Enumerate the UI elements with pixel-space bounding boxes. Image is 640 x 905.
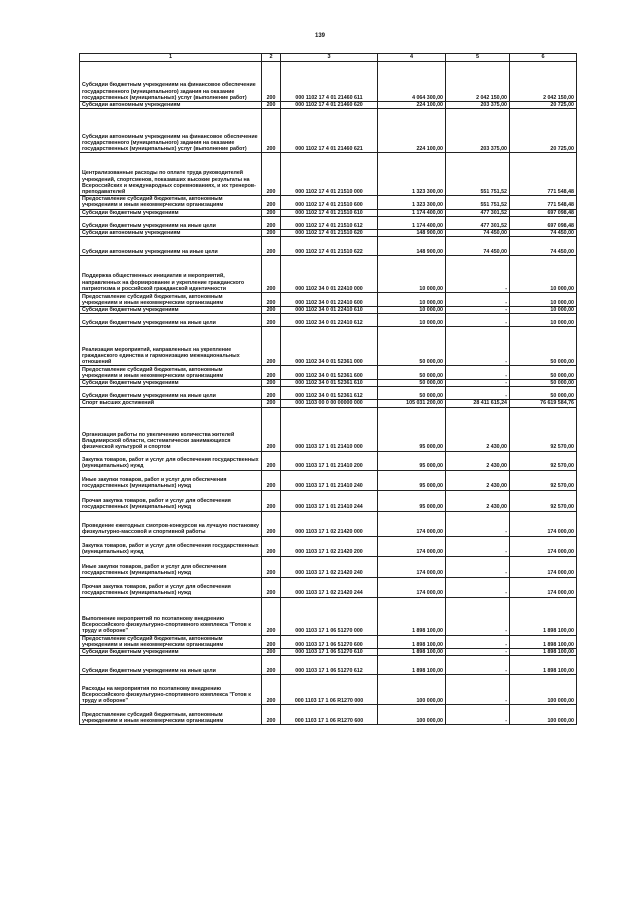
table-row <box>80 209 577 216</box>
row-budget-code: 000 1102 34 0 01 22410 612 <box>281 314 378 327</box>
row-unexecuted-amount: 174 000,00 <box>510 577 577 597</box>
table-row <box>80 256 577 293</box>
row-executed-amount: 2 430,00 <box>446 470 510 490</box>
row-executed-amount: 74 450,00 <box>446 229 510 236</box>
table-row <box>80 635 577 648</box>
row-executed-amount: 203 375,00 <box>446 102 510 109</box>
row-budget-code: 000 1102 34 0 01 22410 610 <box>281 307 378 314</box>
row-unexecuted-amount: 10 000,00 <box>510 307 577 314</box>
row-approved-amount: 1 898 100,00 <box>378 635 446 648</box>
row-budget-code: 000 1103 17 1 01 21410 244 <box>281 490 378 511</box>
row-description: Организация работы по увеличению количества жителей Владимирской области, систематически занимающихся физической культурой и спортом <box>80 407 262 451</box>
row-line-code: 200 <box>262 256 281 293</box>
row-budget-code: 000 1102 17 4 01 21510 622 <box>281 237 378 256</box>
row-line-code: 200 <box>262 102 281 109</box>
row-approved-amount: 1 323 300,00 <box>378 153 446 196</box>
row-approved-amount: 50 000,00 <box>378 387 446 400</box>
row-description: Иные закупки товаров, работ и услуг для обеспечения государственных (муниципальных) нужд <box>80 556 262 577</box>
row-line-code: 200 <box>262 314 281 327</box>
row-approved-amount: 95 000,00 <box>378 451 446 470</box>
row-description: Субсидии автономным учреждениям <box>80 229 262 236</box>
row-line-code: 200 <box>262 196 281 209</box>
row-approved-amount: 50 000,00 <box>378 380 446 387</box>
row-executed-amount: 551 751,52 <box>446 153 510 196</box>
column-header: 5 <box>446 54 510 62</box>
table-row <box>80 400 577 407</box>
row-unexecuted-amount: 92 570,00 <box>510 490 577 511</box>
row-unexecuted-amount: 10 000,00 <box>510 256 577 293</box>
table-row <box>80 229 577 236</box>
row-unexecuted-amount: 174 000,00 <box>510 556 577 577</box>
row-budget-code: 000 1102 17 4 01 21510 612 <box>281 216 378 229</box>
row-budget-code: 000 1103 17 1 06 R1270 000 <box>281 675 378 705</box>
row-unexecuted-amount: 100 000,00 <box>510 705 577 725</box>
row-description: Субсидии бюджетным учреждениям на иные цели <box>80 387 262 400</box>
row-line-code: 200 <box>262 307 281 314</box>
row-unexecuted-amount: 10 000,00 <box>510 314 577 327</box>
row-budget-code: 000 1102 17 4 01 21510 620 <box>281 229 378 236</box>
row-unexecuted-amount: 92 570,00 <box>510 470 577 490</box>
row-line-code: 200 <box>262 109 281 153</box>
row-line-code: 200 <box>262 470 281 490</box>
row-executed-amount: - <box>446 380 510 387</box>
row-budget-code: 000 1103 00 0 00 00000 000 <box>281 400 378 407</box>
column-header: 4 <box>378 54 446 62</box>
row-description: Субсидии бюджетным учреждениям на иные цели <box>80 314 262 327</box>
row-approved-amount: 10 000,00 <box>378 314 446 327</box>
row-line-code: 200 <box>262 577 281 597</box>
row-budget-code: 000 1102 34 0 01 52361 612 <box>281 387 378 400</box>
header-row <box>80 54 577 62</box>
row-unexecuted-amount: 1 898 100,00 <box>510 635 577 648</box>
row-budget-code: 000 1102 17 4 01 21510 000 <box>281 153 378 196</box>
row-executed-amount: 74 450,00 <box>446 237 510 256</box>
row-approved-amount: 174 000,00 <box>378 511 446 536</box>
row-description: Субсидии бюджетным учреждениям на финансовое обеспечение государственного (муниципального) задания на оказание государственных (муниципальных) услуг (выполнение работ) <box>80 62 262 102</box>
row-approved-amount: 174 000,00 <box>378 577 446 597</box>
row-line-code: 200 <box>262 675 281 705</box>
row-description: Централизованные расходы по оплате труда руководителей учреждений, спортсменов, показавших высокие результаты на Всероссийских и международных соревнованиях, и их тренеров-преподавателей <box>80 153 262 196</box>
row-executed-amount: - <box>446 293 510 307</box>
row-unexecuted-amount: 771 548,48 <box>510 153 577 196</box>
row-description: Прочая закупка товаров, работ и услуг для обеспечения государственных (муниципальных) нужд <box>80 577 262 597</box>
row-line-code: 200 <box>262 536 281 556</box>
row-approved-amount: 1 898 100,00 <box>378 597 446 635</box>
row-budget-code: 000 1103 17 1 06 51270 600 <box>281 635 378 648</box>
row-budget-code: 000 1103 17 1 01 21410 200 <box>281 451 378 470</box>
row-approved-amount: 95 000,00 <box>378 490 446 511</box>
row-budget-code: 000 1103 17 1 06 51270 610 <box>281 649 378 656</box>
row-unexecuted-amount: 76 619 584,76 <box>510 400 577 407</box>
row-unexecuted-amount: 697 098,48 <box>510 216 577 229</box>
table-row <box>80 451 577 470</box>
row-executed-amount: - <box>446 256 510 293</box>
row-line-code: 200 <box>262 209 281 216</box>
row-budget-code: 000 1102 17 4 01 21510 610 <box>281 209 378 216</box>
column-header: 1 <box>80 54 262 62</box>
table-row <box>80 511 577 536</box>
row-executed-amount: - <box>446 656 510 675</box>
row-description: Субсидии автономным учреждениям <box>80 102 262 109</box>
row-executed-amount: 477 301,52 <box>446 209 510 216</box>
row-approved-amount: 10 000,00 <box>378 307 446 314</box>
page-number: 139 <box>314 33 325 39</box>
row-description: Субсидии бюджетным учреждениям на иные цели <box>80 656 262 675</box>
row-executed-amount: - <box>446 536 510 556</box>
row-approved-amount: 148 900,00 <box>378 237 446 256</box>
row-executed-amount: - <box>446 307 510 314</box>
row-description: Предоставление субсидий бюджетным, автономным учреждениям и иным некоммерческим организациям <box>80 293 262 307</box>
column-header: 3 <box>281 54 378 62</box>
row-line-code: 200 <box>262 327 281 366</box>
row-executed-amount: - <box>446 511 510 536</box>
row-executed-amount: - <box>446 556 510 577</box>
row-description: Закупка товаров, работ и услуг для обеспечения государственных (муниципальных) нужд <box>80 536 262 556</box>
row-approved-amount: 95 000,00 <box>378 470 446 490</box>
row-budget-code: 000 1102 34 0 01 52361 000 <box>281 327 378 366</box>
row-line-code: 200 <box>262 216 281 229</box>
row-description: Субсидии автономным учреждениям на иные цели <box>80 237 262 256</box>
table-row <box>80 380 577 387</box>
row-line-code: 200 <box>262 366 281 380</box>
row-approved-amount: 1 174 400,00 <box>378 216 446 229</box>
row-unexecuted-amount: 1 898 100,00 <box>510 597 577 635</box>
row-approved-amount: 1 174 400,00 <box>378 209 446 216</box>
row-line-code: 200 <box>262 451 281 470</box>
row-budget-code: 000 1102 17 4 01 21460 611 <box>281 62 378 102</box>
row-executed-amount: - <box>446 635 510 648</box>
row-line-code: 200 <box>262 597 281 635</box>
table-row <box>80 62 577 102</box>
row-unexecuted-amount: 100 000,00 <box>510 675 577 705</box>
row-description: Иные закупки товаров, работ и услуг для обеспечения государственных (муниципальных) нужд <box>80 470 262 490</box>
row-approved-amount: 100 000,00 <box>378 705 446 725</box>
table-row <box>80 649 577 656</box>
row-description: Спорт высших достижений <box>80 400 262 407</box>
row-description: Субсидии бюджетным учреждениям на иные цели <box>80 216 262 229</box>
row-unexecuted-amount: 697 098,48 <box>510 209 577 216</box>
row-approved-amount: 174 000,00 <box>378 556 446 577</box>
row-approved-amount: 10 000,00 <box>378 293 446 307</box>
row-budget-code: 000 1102 34 0 01 22410 600 <box>281 293 378 307</box>
row-line-code: 200 <box>262 511 281 536</box>
row-approved-amount: 1 898 100,00 <box>378 649 446 656</box>
table-row <box>80 327 577 366</box>
row-line-code: 200 <box>262 556 281 577</box>
row-executed-amount: - <box>446 387 510 400</box>
row-executed-amount: 2 430,00 <box>446 490 510 511</box>
row-budget-code: 000 1102 17 4 01 21510 600 <box>281 196 378 209</box>
row-executed-amount: - <box>446 327 510 366</box>
table-row <box>80 536 577 556</box>
row-unexecuted-amount: 50 000,00 <box>510 366 577 380</box>
row-line-code: 200 <box>262 153 281 196</box>
table-row <box>80 556 577 577</box>
row-description: Закупка товаров, работ и услуг для обеспечения государственных (муниципальных) нужд <box>80 451 262 470</box>
row-executed-amount: 28 411 615,24 <box>446 400 510 407</box>
row-line-code: 200 <box>262 407 281 451</box>
row-description: Предоставление субсидий бюджетным, автономным учреждениям и иным некоммерческим организациям <box>80 705 262 725</box>
table-row <box>80 387 577 400</box>
row-approved-amount: 50 000,00 <box>378 327 446 366</box>
row-unexecuted-amount: 20 725,00 <box>510 109 577 153</box>
row-executed-amount: - <box>446 705 510 725</box>
row-budget-code: 000 1103 17 1 02 21420 244 <box>281 577 378 597</box>
row-approved-amount: 1 323 300,00 <box>378 196 446 209</box>
row-description: Выполнение мероприятий по поэтапному внедрению Всероссийского физкультурно-спортивного комплекса "Готов к труду и обороне" <box>80 597 262 635</box>
row-approved-amount: 224 100,00 <box>378 102 446 109</box>
table-row <box>80 470 577 490</box>
row-line-code: 200 <box>262 380 281 387</box>
row-executed-amount: 203 375,00 <box>446 109 510 153</box>
row-unexecuted-amount: 20 725,00 <box>510 102 577 109</box>
row-unexecuted-amount: 2 042 150,00 <box>510 62 577 102</box>
table-row <box>80 307 577 314</box>
row-approved-amount: 105 031 200,00 <box>378 400 446 407</box>
row-description: Субсидии бюджетным учреждениям <box>80 209 262 216</box>
row-line-code: 200 <box>262 656 281 675</box>
row-approved-amount: 148 900,00 <box>378 229 446 236</box>
row-line-code: 200 <box>262 62 281 102</box>
row-description: Реализация мероприятий, направленных на укрепление гражданского единства и гармонизацию межнациональных отношений <box>80 327 262 366</box>
column-header: 2 <box>262 54 281 62</box>
row-executed-amount: - <box>446 649 510 656</box>
row-budget-code: 000 1102 34 0 01 52361 610 <box>281 380 378 387</box>
row-description: Прочая закупка товаров, работ и услуг для обеспечения государственных (муниципальных) нужд <box>80 490 262 511</box>
row-approved-amount: 10 000,00 <box>378 256 446 293</box>
table-row <box>80 237 577 256</box>
row-description: Расходы на мероприятия по поэтапному внедрению Всероссийского физкультурно-спортивного комплекса "Готов к труду и обороне" <box>80 675 262 705</box>
row-budget-code: 000 1103 17 1 02 21420 000 <box>281 511 378 536</box>
row-executed-amount: 551 751,52 <box>446 196 510 209</box>
table-row <box>80 705 577 725</box>
row-approved-amount: 1 898 100,00 <box>378 656 446 675</box>
table-row <box>80 597 577 635</box>
row-approved-amount: 224 100,00 <box>378 109 446 153</box>
row-approved-amount: 4 064 300,00 <box>378 62 446 102</box>
table-body <box>80 62 577 725</box>
row-description: Проведение ежегодных смотров-конкурсов на лучшую постановку физкультурно-массовой и спортивной работы <box>80 511 262 536</box>
row-budget-code: 000 1103 17 1 01 21410 000 <box>281 407 378 451</box>
row-description: Субсидии бюджетным учреждениям <box>80 649 262 656</box>
row-description: Субсидии бюджетным учреждениям <box>80 380 262 387</box>
row-approved-amount: 50 000,00 <box>378 366 446 380</box>
row-line-code: 200 <box>262 490 281 511</box>
row-executed-amount: 2 430,00 <box>446 451 510 470</box>
row-approved-amount: 95 000,00 <box>378 407 446 451</box>
row-description: Предоставление субсидий бюджетным, автономным учреждениям и иным некоммерческим организациям <box>80 196 262 209</box>
row-executed-amount: - <box>446 675 510 705</box>
table-row <box>80 293 577 307</box>
row-description: Предоставление субсидий бюджетным, автономным учреждениям и иным некоммерческим организациям <box>80 635 262 648</box>
table-row <box>80 314 577 327</box>
table-row <box>80 407 577 451</box>
row-approved-amount: 100 000,00 <box>378 675 446 705</box>
table-row <box>80 656 577 675</box>
row-budget-code: 000 1103 17 1 02 21420 200 <box>281 536 378 556</box>
row-executed-amount: 2 430,00 <box>446 407 510 451</box>
row-line-code: 200 <box>262 387 281 400</box>
row-line-code: 200 <box>262 649 281 656</box>
row-budget-code: 000 1102 17 4 01 21460 621 <box>281 109 378 153</box>
row-unexecuted-amount: 1 898 100,00 <box>510 649 577 656</box>
row-executed-amount: - <box>446 366 510 380</box>
row-unexecuted-amount: 174 000,00 <box>510 511 577 536</box>
row-unexecuted-amount: 50 000,00 <box>510 387 577 400</box>
row-executed-amount: - <box>446 597 510 635</box>
row-executed-amount: - <box>446 577 510 597</box>
row-budget-code: 000 1103 17 1 06 51270 612 <box>281 656 378 675</box>
row-unexecuted-amount: 50 000,00 <box>510 380 577 387</box>
row-line-code: 200 <box>262 705 281 725</box>
row-unexecuted-amount: 10 000,00 <box>510 293 577 307</box>
table-row <box>80 109 577 153</box>
row-executed-amount: 2 042 150,00 <box>446 62 510 102</box>
row-executed-amount: 477 301,52 <box>446 216 510 229</box>
table-row <box>80 196 577 209</box>
row-executed-amount: - <box>446 314 510 327</box>
row-budget-code: 000 1103 17 1 02 21420 240 <box>281 556 378 577</box>
row-unexecuted-amount: 174 000,00 <box>510 536 577 556</box>
row-budget-code: 000 1102 34 0 01 52361 600 <box>281 366 378 380</box>
table-row <box>80 675 577 705</box>
row-line-code: 200 <box>262 237 281 256</box>
row-unexecuted-amount: 50 000,00 <box>510 327 577 366</box>
row-line-code: 200 <box>262 400 281 407</box>
row-description: Поддержка общественных инициатив и мероприятий, направленных на формирование и укрепление гражданского патриотизма и российской гражданской идентичности <box>80 256 262 293</box>
row-line-code: 200 <box>262 635 281 648</box>
row-unexecuted-amount: 771 548,48 <box>510 196 577 209</box>
table-row <box>80 216 577 229</box>
row-unexecuted-amount: 74 450,00 <box>510 237 577 256</box>
row-budget-code: 000 1103 17 1 06 51270 000 <box>281 597 378 635</box>
row-approved-amount: 174 000,00 <box>378 536 446 556</box>
table-row <box>80 490 577 511</box>
row-unexecuted-amount: 74 450,00 <box>510 229 577 236</box>
row-budget-code: 000 1102 34 0 01 22410 000 <box>281 256 378 293</box>
row-budget-code: 000 1102 17 4 01 21460 620 <box>281 102 378 109</box>
row-unexecuted-amount: 92 570,00 <box>510 407 577 451</box>
table-row <box>80 577 577 597</box>
row-budget-code: 000 1103 17 1 06 R1270 600 <box>281 705 378 725</box>
row-description: Субсидии автономным учреждениям на финансовое обеспечение государственного (муниципального) задания на оказание государственных (муниципальных) услуг (выполнение работ) <box>80 109 262 153</box>
row-unexecuted-amount: 1 898 100,00 <box>510 656 577 675</box>
table-row <box>80 366 577 380</box>
row-description: Предоставление субсидий бюджетным, автономным учреждениям и иным некоммерческим организациям <box>80 366 262 380</box>
row-description: Субсидии бюджетным учреждениям <box>80 307 262 314</box>
column-header: 6 <box>510 54 577 62</box>
row-line-code: 200 <box>262 229 281 236</box>
row-line-code: 200 <box>262 293 281 307</box>
row-unexecuted-amount: 92 570,00 <box>510 451 577 470</box>
budget-execution-table <box>79 53 577 725</box>
table-row <box>80 153 577 196</box>
row-budget-code: 000 1103 17 1 01 21410 240 <box>281 470 378 490</box>
table-row <box>80 102 577 109</box>
